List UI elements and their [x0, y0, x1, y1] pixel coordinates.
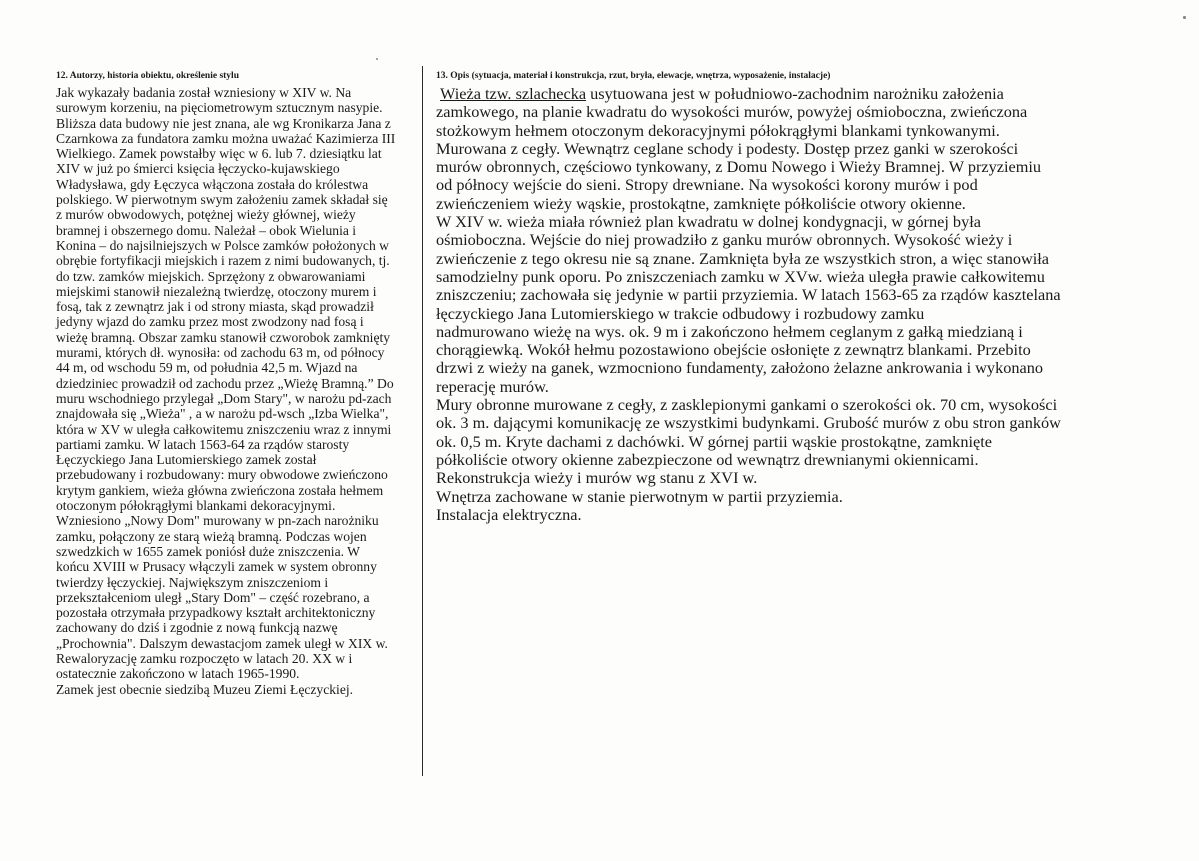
text-line: przekształceniom uległ „Stary Dom" – część rozebrano, a [56, 589, 370, 605]
text-line: twierdzy łęczyckiej. Największym zniszczeniom i [56, 574, 329, 590]
text-line: stożkowym hełmem otoczonym dekoracyjnymi półokrągłymi blankami tynkowanymi. [436, 120, 1000, 140]
text-line: fosą, tak z zewnątrz jak i od strony miasta, skąd prowadził [56, 299, 374, 315]
text-line: obrębie fortyfikacji miejskich i razem z nimi budowanych, tj. [56, 253, 390, 269]
scan-speck [376, 58, 378, 60]
text-line: Czarnkowa za fundatora zamku można uważać Kazimierza III [56, 130, 396, 146]
description-heading: 13. Opis (sytuacja, materiał i konstrukcja, rzut, bryła, elewacje, wnętrza, wyposażenie, instalacje) [436, 71, 831, 81]
text-line: jedyny wjazd do zamku przez most zwodzony nad fosą i [56, 314, 364, 330]
text-line: samodzielny punk oporu. Po zniszczeniach zamku w XVw. wieża uległa prawie całkowitemu [436, 266, 1045, 286]
column-divider [422, 66, 423, 776]
text-line: znajdowała się „Wieża" , a w narożu pd-wsch „Izba Wielka", [56, 406, 389, 422]
text-line: polskiego. W pierwotnym swym założeniu zamek składał się [56, 192, 388, 208]
text-line: szwedzkich w 1655 zamek poniósł duże zniszczenia. W [56, 543, 360, 559]
text-line: ok. 0,5 m. Kryte dachami z dachówki. W górnej partii wąskie prostokątne, zamknięte [436, 431, 992, 451]
text-line: dziedziniec prowadził od zachodu przez „Wieżę Bramną.” Do [56, 375, 394, 391]
text-line: wieżę bramną. Obszar zamku stanowił czworobok zamknięty [56, 329, 391, 345]
text-line: z murów obwodowych, potężnej wieży głównej, wieży [56, 207, 356, 223]
text-line: XIV w już po śmierci księcia łęczycko-kujawskiego [56, 161, 340, 177]
first-line-rest: usytuowana jest w południowo-zachodnim narożniku założenia [586, 84, 1004, 103]
text-line: zamku, połączony ze starą wieżą bramną. Podczas wojen [56, 528, 367, 544]
text-line: Rekonstrukcja wieży i murów wg stanu z XVI w. [436, 468, 758, 488]
text-line: przebudowany i rozbudowany: mury obwodowe zwieńczono [56, 467, 388, 483]
text-line: zachowany do dziś i zgodnie z nową funkcją nazwę [56, 620, 338, 636]
text-line: „Prochownia". Dalszym dewastacjom zamek uległ w XIX w. [56, 635, 388, 651]
text-line [436, 85, 1096, 103]
text-line: od północy wejście do sieni. Stropy drewniane. Na wysokości korony murów i pod [436, 175, 978, 195]
text-line: do tzw. zamków miejskich. Sprzężony z obwarowaniami [56, 268, 366, 284]
text-line: 44 m, od wschodu 59 m, od południa 42,5 m. Wjazd na [56, 360, 358, 376]
text-line: Rewaloryzację zamku rozpoczęto w latach 20. XX w i [56, 650, 353, 666]
text-line: nadmurowano wieżę na wys. ok. 9 m i zakończono hełmem ceglanym z gałką miedzianą i [436, 321, 1023, 341]
history-section [56, 70, 406, 697]
text-line: bramnej i obszernego domu. Należał – obok Wielunia i [56, 222, 357, 238]
text-line: Instalacja elektryczna. [436, 504, 582, 524]
text-line: otoczonym półokrągłymi blankami dekoracyjnymi. [56, 498, 336, 514]
description-section [436, 70, 1096, 524]
text-line: Murowana z cegły. Wewnątrz ceglane schody i podesty. Dostęp przez ganki w szerokości [436, 138, 1019, 158]
text-line: łęczyckiego Jana Lutomierskiego w trakcie odbudowy i rozbudowy zamku [436, 303, 925, 323]
text-line: zwieńczenie z tego okresu nie są znane. Zamknięta była ze wszystkich stron, a więc stanowiła [436, 248, 1050, 268]
text-line: ok. 3 m. dającymi komunikację ze wszystkimi budynkami. Grubość murów z obu stron ganków [436, 413, 1061, 433]
text-line: reperację murów. [436, 376, 549, 396]
text-line: końcu XVIII w Prusacy włączyli zamek w system obronny [56, 559, 377, 575]
text-line: muru wschodniego przylegał „Dom Stary", w narożu pd-zach [56, 390, 392, 406]
text-line: Wielkiego. Zamek powstałby więc w 6. lub 7. dziesiątku lat [56, 146, 382, 162]
text-line: Łęczyckiego Jana Lutomierskiego zamek został [56, 452, 317, 468]
text-line: murami, których dł. wynosiła: od zachodu 63 m, od północy [56, 345, 385, 361]
text-line: krytym gankiem, wieża główna zwieńczona została hełmem [56, 482, 384, 498]
text-line: Wzniesiono „Nowy Dom" murowany w pn-zach narożniku [56, 513, 379, 529]
history-text [56, 85, 406, 697]
text-line: Władysława, gdy Łęczyca włączona została do królestwa [56, 176, 369, 192]
history-heading: 12. Autorzy, historia obiektu, określenie stylu [56, 71, 239, 81]
text-line: która w XV w uległa całkowitemu zniszczeniu wraz z innymi [56, 421, 392, 437]
text-line: Konina – do najsilniejszych w Polsce zamków położonych w [56, 237, 389, 253]
text-line: murów obronnych, częściowo tynkowany, z Domu Nowego i Wieży Bramnej. W przyziemiu [436, 157, 1042, 177]
description-text [436, 85, 1096, 524]
text-line: pozostała otrzymała przypadkowy kształt architektoniczny [56, 605, 376, 621]
text-line: Zamek jest obecnie siedzibą Muzeu Ziemi Łęczyckiej. [56, 681, 354, 697]
text-line: W XIV w. wieża miała również plan kwadratu w dolnej kondygnacji, w górnej była [436, 212, 981, 232]
text-line: półkoliście otwory okienne zabezpieczone od wewnątrz drewnianymi okiennicami. [436, 449, 979, 469]
tower-name: Wieża tzw. szlachecka [440, 84, 587, 103]
text-line: partiami zamku. W latach 1563-64 za rządów starosty [56, 436, 350, 452]
text-line: zwieńczeniem wieży wąskie, prostokątne, zamknięte półkoliście otwory okienne. [436, 193, 966, 213]
text-line: surowym korzeniu, na pięciometrowym sztucznym nasypie. [56, 100, 383, 116]
text-line: zniszczeniu; zachowała się jedynie w partii przyziemia. W latach 1563-65 za rządów kasztelana [436, 285, 1061, 305]
text-line: Mury obronne murowane z cegły, z zasklepionymi gankami o szerokości ok. 70 cm, wysokości [436, 395, 1058, 415]
scan-speck [1183, 16, 1186, 19]
text-line: chorągiewką. Wokół hełmu pozostawiono obejście osłonięte z zewnątrz blankami. Przebito [436, 340, 1031, 360]
text-line: drzwi z wieży na ganek, wzmocniono fundamenty, założono żelazne ankrowania i wykonano [436, 358, 1043, 378]
text-line: Wnętrza zachowane w stanie pierwotnym w partii przyziemia. [436, 486, 843, 506]
text-line: Jak wykazały badania został wzniesiony w XIV w. Na [56, 85, 352, 100]
text-line: ostatecznie zakończono w latach 1965-1990. [56, 666, 300, 682]
text-line: Bliższa data budowy nie jest znana, ale wg Kronikarza Jana z [56, 115, 391, 131]
text-line: zamkowego, na planie kwadratu do wysokości murów, powyżej ośmioboczna, zwieńczona [436, 102, 1028, 122]
text-line: ośmioboczna. Wejście do niej prowadziło z ganku murów obronnych. Wysokość wieży i [436, 230, 1013, 250]
text-line: miejskimi stanowił niezależną twierdzę, otoczony murem i [56, 283, 377, 299]
